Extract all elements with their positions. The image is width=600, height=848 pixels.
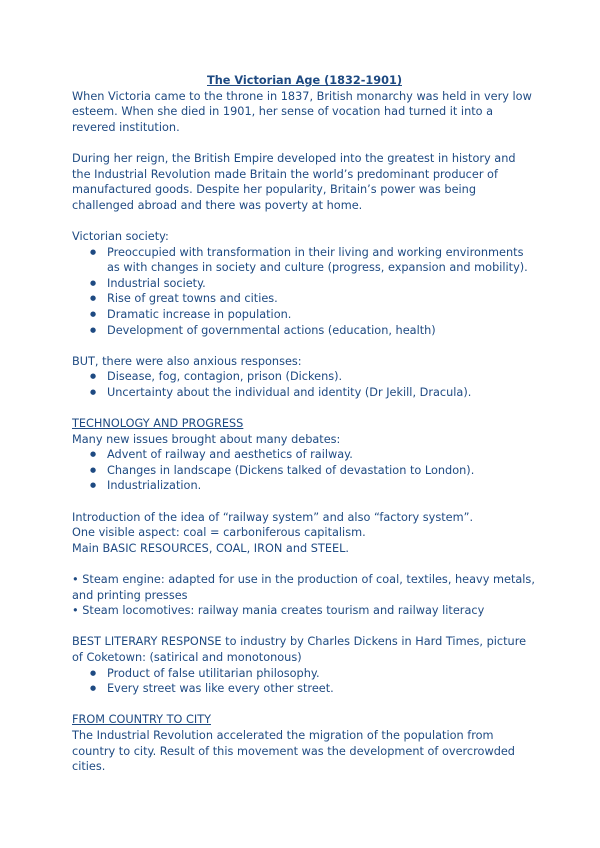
document-title: The Victorian Age (1832-1901) bbox=[207, 74, 402, 87]
list-item: ● Product of false utilitarian philosophy. bbox=[90, 666, 537, 682]
country-paragraph: The Industrial Revolution accelerated the migration of the population from country to city. Result of this movement was the development of overcrowded cities. bbox=[72, 728, 515, 774]
list-item: ● Dramatic increase in population. bbox=[90, 307, 537, 323]
systems-line: Main BASIC RESOURCES, COAL, IRON and STEEL. bbox=[72, 541, 349, 555]
list-item: ● Changes in landscape (Dickens talked of devastation to London). bbox=[90, 463, 537, 479]
document-page bbox=[72, 73, 537, 775]
list-item: ● Disease, fog, contagion, prison (Dickens). bbox=[90, 369, 537, 385]
literary-list bbox=[72, 666, 537, 697]
country-heading: FROM COUNTRY TO CITY bbox=[72, 713, 211, 727]
intro-paragraph: When Victoria came to the throne in 1837, British monarchy was held in very low esteem. When she died in 1901, her sense of vocation had turned it into a revered institution. bbox=[72, 89, 532, 134]
technology-label: Many new issues brought about many debates: bbox=[72, 432, 341, 446]
list-item: ● Development of governmental actions (education, health) bbox=[90, 323, 537, 339]
list-item: ● Industrial society. bbox=[90, 276, 537, 292]
technology-list bbox=[72, 447, 537, 494]
list-item: ● Rise of great towns and cities. bbox=[90, 291, 537, 307]
list-item: ● Advent of railway and aesthetics of railway. bbox=[90, 447, 537, 463]
list-item: ● Industrialization. bbox=[90, 478, 537, 494]
reign-paragraph: During her reign, the British Empire developed into the greatest in history and the Industrial Revolution made Britain the world’s predominant producer of manufactured goods. Despite her popularity, Britain’s power was being challenged abroad and there was poverty at home. bbox=[72, 151, 516, 212]
list-item: ● Uncertainty about the individual and identity (Dr Jekill, Dracula). bbox=[90, 385, 537, 401]
society-list bbox=[72, 245, 537, 339]
steam-locomotives-item: • Steam locomotives: railway mania creates tourism and railway literacy bbox=[72, 604, 485, 618]
list-item: ● Preoccupied with transformation in their living and working environments as with changes in society and culture (progress, expansion and mobility). bbox=[90, 245, 537, 276]
steam-engine-item: • Steam engine: adapted for use in the production of coal, textiles, heavy metals, and printing presses bbox=[72, 573, 535, 602]
literary-intro: BEST LITERARY RESPONSE to industry by Charles Dickens in Hard Times, picture of Coketown: (satirical and monotonous) bbox=[72, 635, 527, 664]
anxious-label: BUT, there were also anxious responses: bbox=[72, 354, 302, 368]
society-label: Victorian society: bbox=[72, 229, 169, 243]
technology-heading: TECHNOLOGY AND PROGRESS bbox=[72, 417, 244, 431]
anxious-list bbox=[72, 369, 537, 400]
systems-line: Introduction of the idea of “railway system” and also “factory system”. bbox=[72, 510, 474, 524]
systems-line: One visible aspect: coal = carboniferous capitalism. bbox=[72, 526, 366, 540]
list-item: ● Every street was like every other street. bbox=[90, 681, 537, 697]
